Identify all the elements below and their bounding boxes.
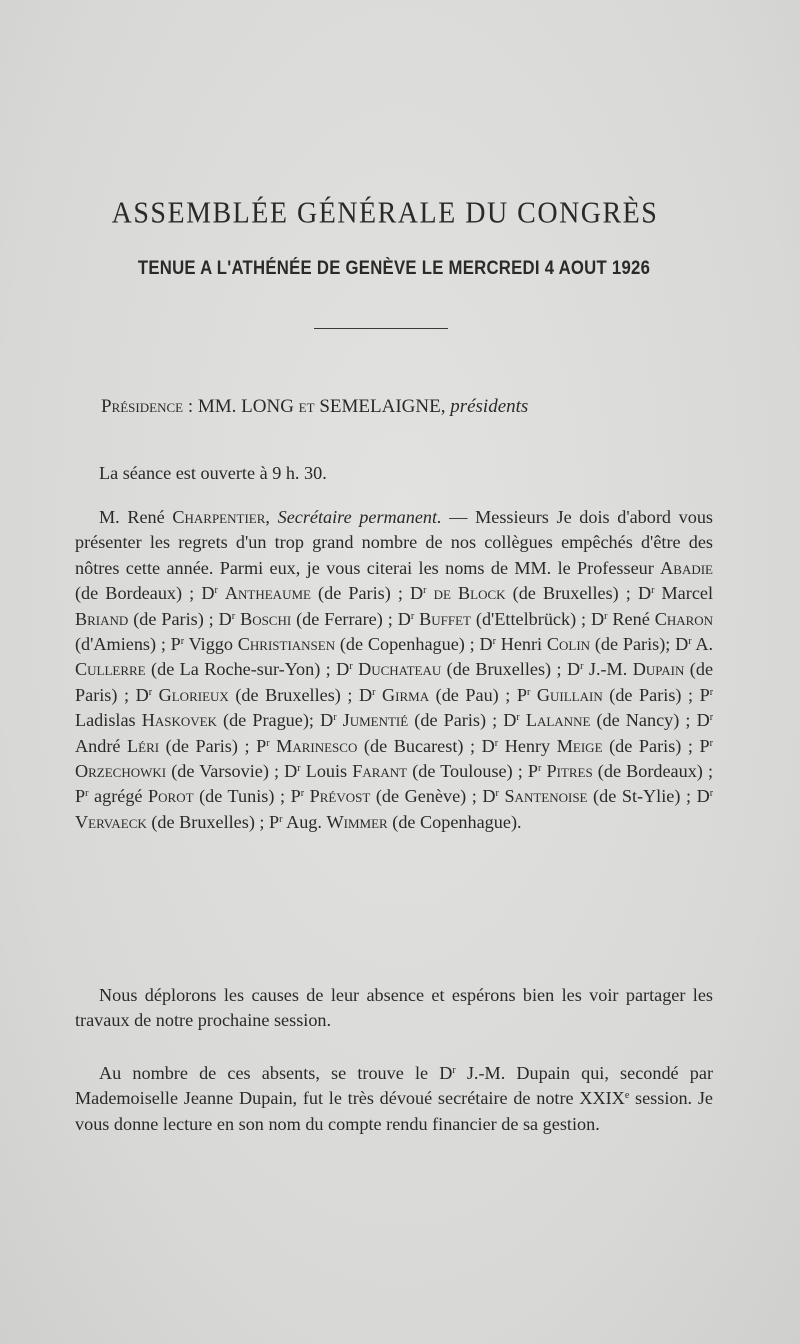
absentee-given-name: A. xyxy=(695,634,714,655)
absentee-title: P xyxy=(75,786,86,807)
absentee-entry xyxy=(403,583,631,603)
absentee-place: (de Nancy) ; xyxy=(590,710,691,731)
opening-paragraph: La séance est ouverte à 9 h. 30. xyxy=(99,463,327,483)
absentee-title-sup: r xyxy=(372,686,376,698)
absentee-title-sup: r xyxy=(709,737,714,749)
absentee-title-sup: r xyxy=(85,788,89,800)
absentee-surname: Dupain xyxy=(632,659,685,680)
absentee-entry xyxy=(285,786,477,806)
absentee-title: P xyxy=(256,735,267,756)
absentee-place: (de Bruxelles) ; xyxy=(146,811,265,832)
absentee-surname: de Block xyxy=(433,583,506,604)
absentee-title: D xyxy=(320,710,334,731)
absentee-place: (de Pau) ; xyxy=(429,684,511,705)
absentee-place: (de Paris) ; xyxy=(128,608,214,629)
presidents-conjunction: et xyxy=(298,396,315,417)
absentee-title-sup: r xyxy=(495,788,499,800)
absentee-surname: Colin xyxy=(546,634,591,655)
absentee-title: P xyxy=(516,684,527,705)
absentee-surname: Boschi xyxy=(240,608,292,629)
absentee-surname: Santenoise xyxy=(504,786,588,807)
absentee-title-sup: r xyxy=(231,610,236,622)
absentee-surname: Meige xyxy=(556,735,603,756)
absentee-title-sup: r xyxy=(410,610,415,622)
dupain-text-1: Au nombre de ces absents, se trouve le D xyxy=(99,1063,453,1083)
absentee-entry xyxy=(510,685,693,705)
absentee-entry xyxy=(331,659,562,679)
dupain-sup-2: e xyxy=(624,1090,630,1102)
absentee-surname: Farant xyxy=(352,761,408,782)
speech-intro: — Messieurs Je dois d'abord vous présenter les regrets d'un trop grand nombre de nos collègues empêchés d'être des nôtres cette année. Parmi eux, je vous citerai les noms de MM. le Professeur xyxy=(75,507,714,578)
absentee-surname: Prévost xyxy=(309,786,371,807)
absentee-given-name: Ladislas xyxy=(75,710,142,731)
absentee-surname: Jumentié xyxy=(342,710,409,731)
absentee-place: (de Bordeaux) ; xyxy=(75,583,195,604)
presidence-label: Présidence : xyxy=(101,396,194,417)
absentee-title: D xyxy=(591,608,605,629)
absentee-title: P xyxy=(699,684,710,705)
absentee-title-sup: r xyxy=(516,712,520,724)
absentee-title-sup: r xyxy=(709,788,714,800)
absentee-title-sup: r xyxy=(494,737,499,749)
absentee-surname: Wimmer xyxy=(326,811,388,832)
absentee-title-sup: r xyxy=(279,813,283,825)
absentee-entry xyxy=(129,685,352,705)
document-subtitle: TENUE A L'ATHÉNÉE DE GENÈVE LE MERCREDI 4 AOUT 1926 xyxy=(137,258,651,279)
absentee-place: (de Paris); xyxy=(590,634,671,655)
absentee-surname: Briand xyxy=(75,608,129,629)
absentee-place: (d'Amiens) ; xyxy=(75,634,166,655)
absentee-entry xyxy=(194,583,403,603)
absentee-title: D xyxy=(336,659,350,680)
presidents-names-a: MM. LONG xyxy=(197,396,294,417)
divider-rule xyxy=(314,328,448,329)
absentee-surname: Porot xyxy=(148,786,194,807)
speaker-prefix: M. René xyxy=(99,507,165,527)
absentee-title: D xyxy=(135,684,149,705)
absentee-title-sup: r xyxy=(709,686,714,698)
absentee-entry xyxy=(166,634,475,654)
absentee-title-sup: r xyxy=(180,636,185,648)
absentee-place: (de Prague); xyxy=(216,710,314,731)
absentee-place: (de Varsovie) ; xyxy=(166,761,280,782)
absentee-place: (de Paris) ; xyxy=(602,735,693,756)
absentee-surname: Abadie xyxy=(660,557,713,578)
absentee-title-sup: r xyxy=(688,636,692,648)
absentee-title: D xyxy=(637,583,652,604)
dupain-text-3: session. Je vous donne lecture en son nom du compte rendu financier de sa gestion. xyxy=(75,1088,713,1134)
absentee-given-name: André xyxy=(75,735,128,756)
absentee-place: (d'Ettelbrück) ; xyxy=(470,608,587,629)
absentee-title-sup: r xyxy=(300,788,305,800)
absentee-surname: Guillain xyxy=(536,684,603,705)
absentee-surname: Pitres xyxy=(546,761,593,782)
absentee-place: (de Paris) ; xyxy=(408,710,498,731)
absentee-title-sup: r xyxy=(266,737,270,749)
dupain-paragraph xyxy=(75,1061,713,1137)
absentee-place: (de St-Ylie) ; xyxy=(587,786,692,807)
absentee-surname: Girma xyxy=(382,684,430,705)
absentee-surname: Antheaume xyxy=(224,583,311,604)
absentee-entry xyxy=(523,761,713,781)
absentee-entry xyxy=(393,609,586,629)
document-title: ASSEMBLÉE GÉNÉRALE DU CONGRÈS xyxy=(111,196,659,231)
dupain-sup-1: r xyxy=(452,1065,456,1076)
absentee-title: D xyxy=(675,634,689,655)
absentee-title-sup: r xyxy=(604,610,608,622)
presidents-role: présidents xyxy=(450,396,529,417)
absentee-place: (de Copenhague). xyxy=(387,811,522,832)
absentee-title-sup: r xyxy=(709,712,714,724)
absentee-given-name: Henri xyxy=(500,634,547,655)
absentee-place: (de Genève) ; xyxy=(370,786,477,807)
absentee-surname: Cullerre xyxy=(75,659,146,680)
absentee-title-sup: r xyxy=(423,585,427,597)
absentee-title-sup: r xyxy=(580,661,584,673)
absentee-place: (de Copenhague) ; xyxy=(335,634,475,655)
absentee-surname: Christiansen xyxy=(237,634,336,655)
absentee-surname: Léri xyxy=(127,735,160,756)
absentee-surname: Glorieux xyxy=(158,684,229,705)
absentee-place: (de Bruxelles) ; xyxy=(228,684,353,705)
absentee-place: (de Bordeaux) ; xyxy=(592,761,714,782)
absentee-title: D xyxy=(218,608,232,629)
absentee-title: P xyxy=(290,786,301,807)
absentee-place: (de Bruxelles) ; xyxy=(441,659,562,680)
absentee-entry xyxy=(314,710,497,730)
absentee-surname: Charon xyxy=(654,608,714,629)
absentee-entry xyxy=(279,761,523,781)
absentee-title: P xyxy=(269,811,280,832)
absentee-title-sup: r xyxy=(492,636,496,648)
absentee-title-sup: r xyxy=(148,686,153,698)
absentee-surname: Haskovek xyxy=(141,710,217,731)
absentee-entry xyxy=(475,634,671,654)
absentee-title: D xyxy=(503,710,517,731)
absentee-place: (de La Roche-sur-Yon) ; xyxy=(145,659,331,680)
presidents-names-b: SEMELAIGNE, xyxy=(319,396,446,417)
speaker-role: Secrétaire permanent. xyxy=(277,507,442,527)
absentee-entry xyxy=(265,812,522,832)
absentee-entry xyxy=(497,710,690,730)
presidence-line xyxy=(101,396,701,418)
absentee-title: D xyxy=(481,735,495,756)
absentee-title-sup: r xyxy=(214,585,218,597)
absentee-given-name: Marcel xyxy=(661,583,714,604)
absentee-surname: Duchateau xyxy=(358,659,442,680)
absentee-title: D xyxy=(696,710,710,731)
absentee-title: D xyxy=(696,786,710,807)
speaker-name: Charpentier, xyxy=(172,507,270,527)
absentee-given-name: agrégé xyxy=(94,786,149,807)
dupain-text-2: J.-M. Dupain qui, secondé par Mademoiselle Jeanne Dupain, fut le très dévoué secrétaire de notre XXIX xyxy=(75,1063,713,1109)
absentee-surname: Vervaeck xyxy=(75,811,147,832)
absentee-place: (de Toulouse) ; xyxy=(407,761,523,782)
absentee-place: (de Paris) ; xyxy=(75,659,714,705)
absentee-surname: Lalanne xyxy=(525,710,591,731)
absentee-title-sup: r xyxy=(527,686,531,698)
absentee-surname: Buffet xyxy=(419,608,471,629)
absentee-place: (de Ferrare) ; xyxy=(291,608,393,629)
absentee-entry xyxy=(477,786,691,806)
absentee-entry xyxy=(214,609,393,629)
speech-paragraph xyxy=(75,505,713,835)
absentee-entry xyxy=(250,736,476,756)
absentee-title-sup: r xyxy=(651,585,655,597)
absentee-place: (de Paris) ; xyxy=(602,684,694,705)
absentee-title: D xyxy=(397,608,411,629)
absentee-title: D xyxy=(482,786,496,807)
absentee-title-sup: r xyxy=(538,763,542,775)
absentee-list xyxy=(75,558,713,832)
absentee-place: (de Bucarest) ; xyxy=(357,735,476,756)
absentee-title: D xyxy=(201,583,215,604)
absence-paragraph: Nous déplorons les causes de leur absence et espérons bien les voir partager les travaux de notre prochaine session. xyxy=(75,985,713,1031)
absentee-place: (de Paris) ; xyxy=(310,583,403,604)
absentee-title: D xyxy=(410,583,424,604)
absentee-title-sup: r xyxy=(349,661,353,673)
absentee-title-sup: r xyxy=(297,763,301,775)
absentee-given-name: Viggo xyxy=(188,634,238,655)
absentee-place: (de Bruxelles) ; xyxy=(505,583,631,604)
absentee-entry xyxy=(352,685,510,705)
absentee-place: (de Paris) ; xyxy=(159,735,250,756)
absentee-title: D xyxy=(358,684,373,705)
absentee-title: D xyxy=(284,761,298,782)
absentee-surname: Marinesco xyxy=(276,735,358,756)
absentee-entry xyxy=(475,736,693,756)
absentee-title: P xyxy=(699,735,710,756)
absentee-given-name: Louis xyxy=(305,761,353,782)
absentee-given-name: Aug. xyxy=(286,811,327,832)
absentee-title: D xyxy=(479,634,493,655)
absentee-title-sup: r xyxy=(333,712,337,724)
absentee-title: D xyxy=(566,659,581,680)
absentee-title: P xyxy=(170,634,181,655)
absentee-entry xyxy=(75,786,285,806)
absentee-title: P xyxy=(527,761,539,782)
absentee-given-name: J.-M. xyxy=(588,659,633,680)
absentee-place: (de Tunis) ; xyxy=(193,786,286,807)
absentee-surname: Orzechowki xyxy=(75,761,167,782)
absentee-given-name: Henry xyxy=(504,735,557,756)
absentee-given-name: René xyxy=(612,608,655,629)
